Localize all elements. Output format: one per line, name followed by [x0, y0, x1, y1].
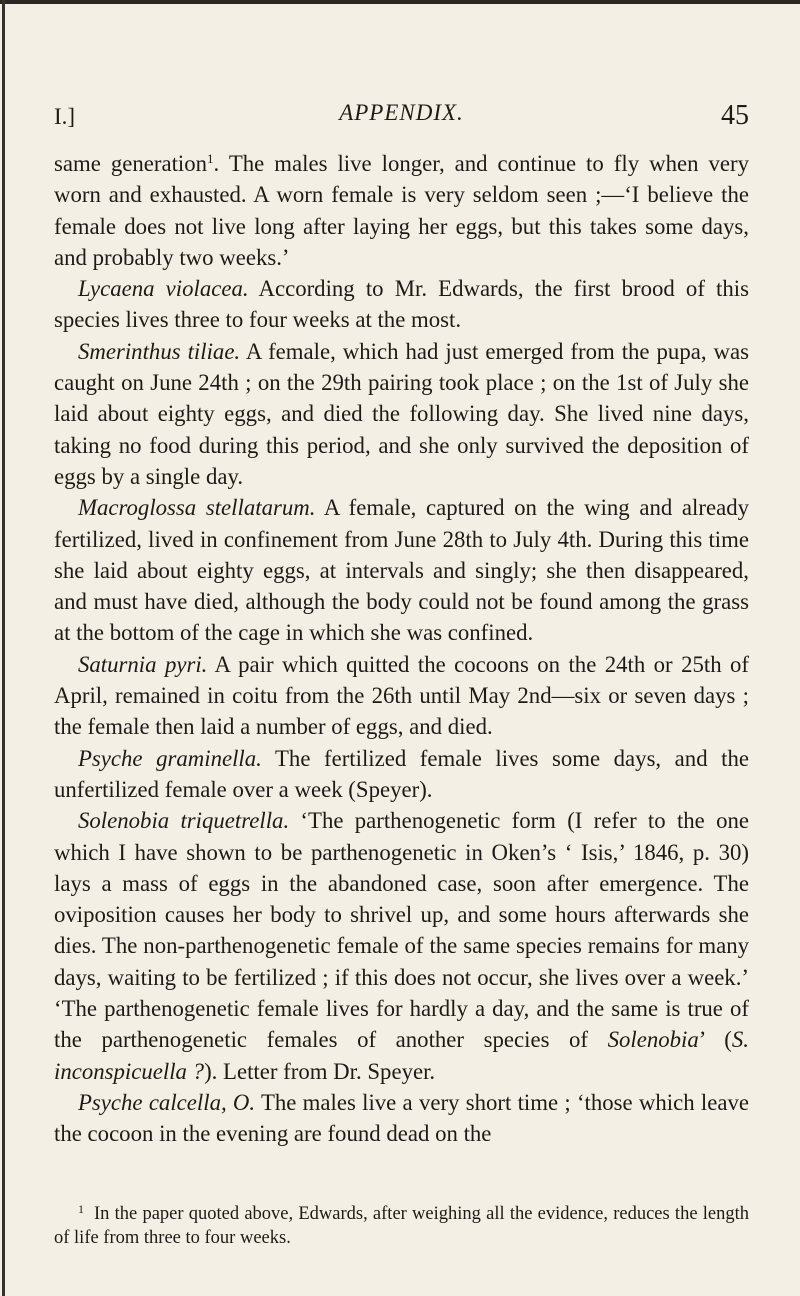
running-header: [54, 100, 749, 136]
species-name: Lycaena violacea.: [78, 276, 249, 302]
species-name: Psyche calcella, O.: [78, 1089, 256, 1115]
species-entry: [54, 273, 749, 336]
species-name: Solenobia triquetrella.: [78, 808, 290, 834]
top-edge-rule: [0, 0, 800, 4]
species-entry: [54, 1087, 749, 1150]
species-name: Solenobia: [607, 1027, 699, 1053]
paragraph-text: The fertilized female lives some days, and the unfertilized female over a week (Speyer).: [54, 745, 750, 802]
left-edge-rule: [2, 0, 5, 1296]
paragraph-text: A female, which had just emerged from the pupa, was caught on June 24th ; on the 29th pairing took place ; on the 1st of July she laid about eighty eggs, and died the following day. She lived nine days, taking no food during this period, and she only survived the deposition of eggs by a single day.: [54, 338, 749, 489]
paragraph-text: . The males live longer, and continue to fly when very worn and exhausted. A worn female is very seldom seen ;—‘I believe the female does not live long after laying her eggs, but this takes some days, and probably two weeks.’: [54, 151, 749, 270]
running-title: APPENDIX.: [339, 100, 464, 125]
species-entry: [54, 336, 749, 492]
body-text: [54, 148, 749, 1150]
paragraph-text: ’ (: [698, 1027, 732, 1053]
paragraph-text: The males live a very short time ; ‘those which leave the cocoon in the evening are found dead on the: [54, 1089, 749, 1147]
species-name: Smerinthus tiliae.: [78, 338, 241, 364]
footnote: [54, 1202, 749, 1250]
paragraph-text: According to Mr. Edwards, the first brood of this species lives three to four weeks at the most.: [54, 276, 749, 333]
species-name: Macroglossa stellatarum.: [78, 495, 316, 521]
footnote-text: In the paper quoted above, Edwards, after weighing all the evidence, reduces the length of life from three to four weeks.: [54, 1204, 749, 1248]
species-name: S. inconspicuella ?: [54, 1027, 749, 1084]
page-number: 45: [721, 100, 749, 131]
species-name: Psyche graminella.: [78, 745, 262, 771]
footnote-mark: 1: [78, 1202, 84, 1216]
paragraph-text: ‘The parthenogenetic form (I refer to the one which I have shown to be parthenogenetic in Oken’s ‘ Isis,’ 1846, p. 30) lays a mass of eggs in the abandoned case, soon after emergence. The oviposition causes her body to shrivel up, and some hours afterwards she dies. The non-parthenogenetic female of the same species remains for many days, waiting to be fertilized ; if this does not occur, she lives over a week.’ ‘The parthenogenetic female lives for hardly a day, and the same is true of the parthenogenetic females of another species of: [54, 808, 749, 1053]
species-entry: [54, 492, 749, 648]
paragraph-text: A female, captured on the wing and already fertilized, lived in confinement from June 28th to July 4th. During this time she laid about eighty eggs, at intervals and singly; she then disappeared, and must have died, although the body could not be found among the grass at the bottom of the cage in which she was confined.: [54, 495, 749, 646]
species-entry: [54, 743, 749, 806]
species-entry: [54, 805, 749, 1087]
paragraph-text: same generation: [54, 151, 208, 176]
paragraph-continuation: [54, 148, 749, 273]
species-name: Saturnia pyri.: [78, 651, 208, 677]
paragraph-text: ). Letter from Dr. Speyer.: [204, 1058, 436, 1084]
paragraph-text: A pair which quitted the cocoons on the 24th or 25th of April, remained in coitu from the 26th until May 2nd—six or seven days ; the female then laid a number of eggs, and died.: [54, 651, 750, 740]
chapter-marker: I.]: [54, 104, 76, 129]
species-entry: [54, 649, 749, 743]
footnote-reference: 1: [207, 151, 214, 166]
